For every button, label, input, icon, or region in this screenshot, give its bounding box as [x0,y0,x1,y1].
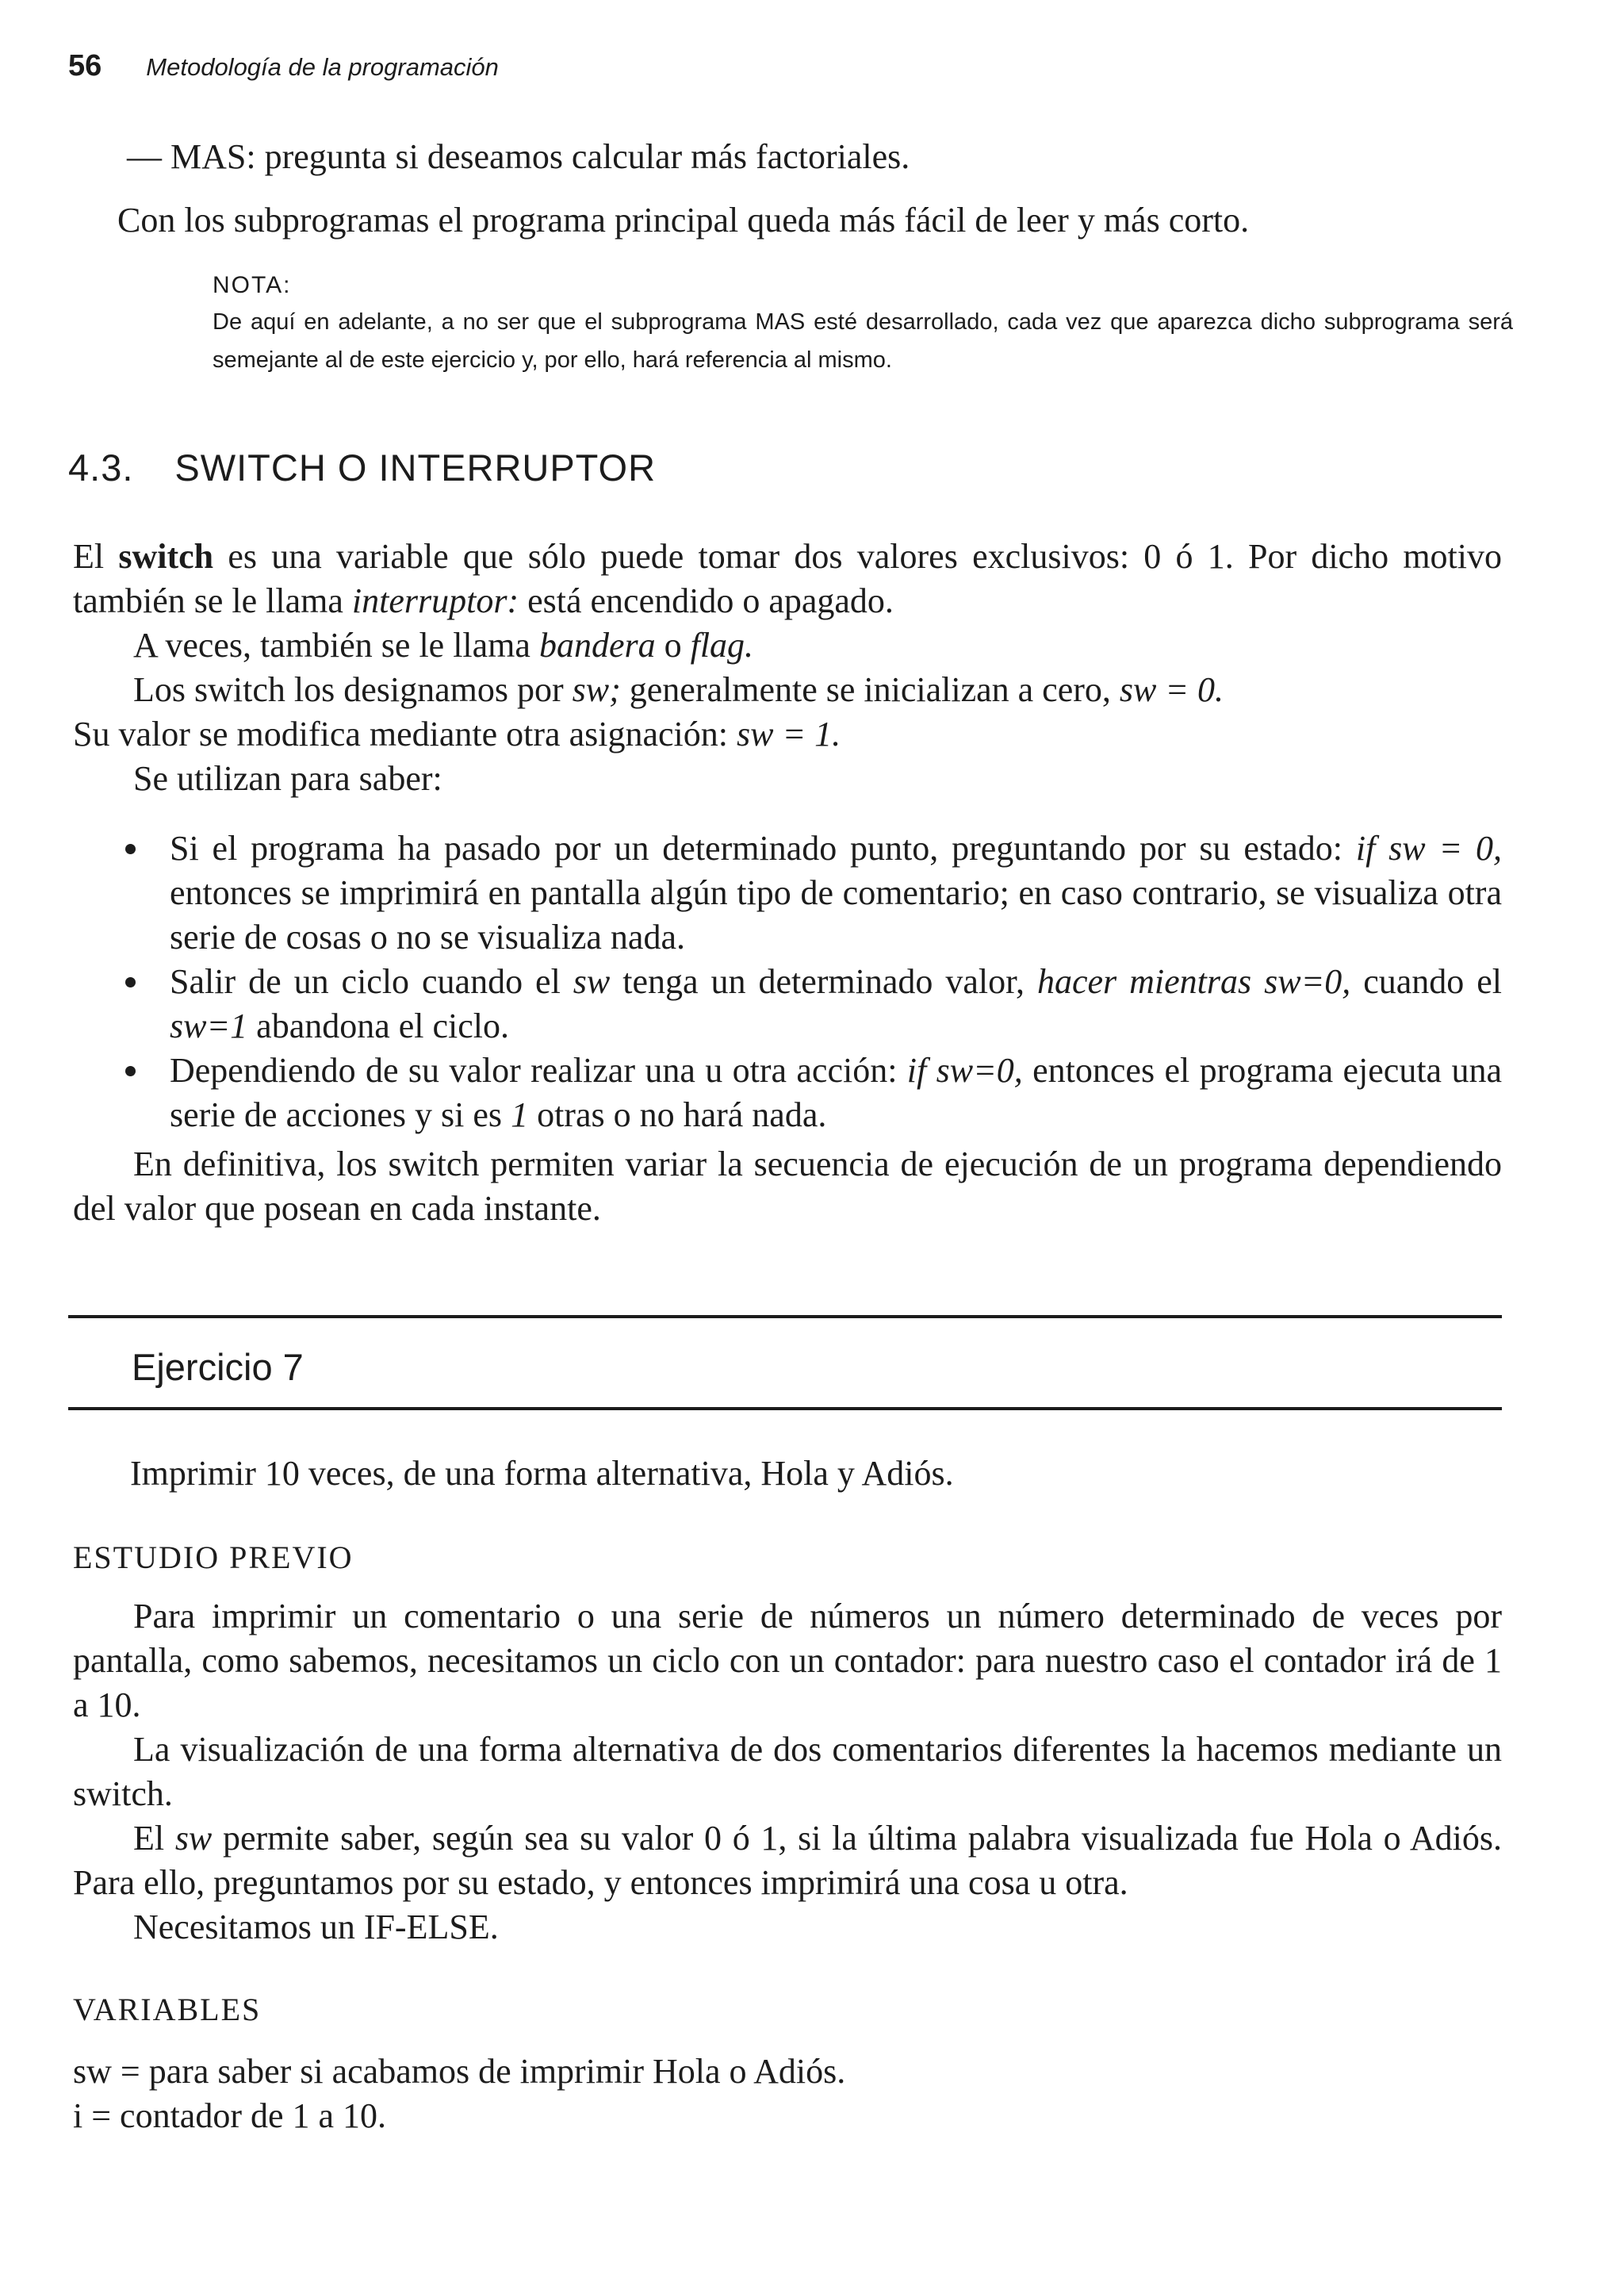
text-run: tenga un determinado valor, [610,962,1037,1001]
paragraph-switch-definition [73,535,1502,623]
note-box [213,268,1513,379]
variable-i: i = contador de 1 a 10. [73,2096,387,2135]
text-run: es una variable que sólo puede tomar dos valores exclusivos: 0 ó 1. Por dicho motivo también se le llama [73,537,1502,620]
text-run: Salir de un ciclo cuando el [170,962,573,1001]
rule-top [68,1315,1502,1318]
exercise-statement: Imprimir 10 veces, de una forma alternativa, Hola y Adiós. [130,1454,954,1493]
code-sw-1: sw = 1. [736,715,841,753]
exercise-title: Ejercicio 7 [132,1346,304,1388]
note-label: NOTA: [213,272,292,298]
text-run: A veces, también se le llama [133,626,539,665]
code-if-sw: if sw = 0, [1355,829,1502,868]
text-run: entonces se imprimirá en pantalla algún tipo de comentario; en caso contrario, se visualiza otra serie de cosas o no se visualiza nada. [170,873,1502,957]
term-bandera: bandera [538,626,656,665]
text-run: Si el programa ha pasado por un determinado punto, preguntando por su estado: [170,829,1356,868]
code-sw-1: sw=1 [170,1007,248,1045]
text-run: Dependiendo de su valor realizar una u otra acción: [170,1051,907,1090]
list-item [73,960,1502,1049]
text-run: entonces el programa ejecuta una serie de acciones y si es [170,1051,1502,1134]
code-hacer-mientras: hacer mientras sw=0, [1036,962,1351,1001]
estudio-body [73,1594,1502,1950]
term-flag: flag. [690,626,754,665]
running-title: Metodología de la programación [146,53,499,81]
estudio-heading: ESTUDIO PREVIO [73,1540,354,1575]
text-run: abandona el ciclo. [247,1007,510,1045]
conclusion-paragraph: En definitiva, los switch permiten variar la secuencia de ejecución de un programa dependiendo del valor que posean en cada instante. [73,1145,1502,1228]
paragraph-designamos [73,668,1502,712]
text-run: o [655,626,691,665]
section-heading [68,446,656,489]
code-sw-0: sw = 0. [1119,670,1224,709]
switch-definition [73,535,1502,801]
list-item [73,826,1502,960]
section-number: 4.3. [68,447,134,489]
text-run: está encendido o apagado. [519,581,894,620]
section-title: SWITCH O INTERRUPTOR [174,447,657,489]
text-run: El [133,1819,175,1858]
text-run: Los switch los designamos por [133,670,573,709]
estudio-paragraph-4: Necesitamos un IF-ELSE. [133,1908,499,1946]
code-if-sw: if sw=0, [906,1051,1023,1090]
variables-heading: VARIABLES [73,1992,262,2027]
estudio-paragraph-3 [73,1816,1502,1905]
text-run: permite saber, según sea su valor 0 ó 1, si la última palabra visualizada fue Hola o Adiós. Para ello, preguntamos por su estado, y entonces imprimirá una cosa u otra. [73,1819,1502,1902]
note-text: De aquí en adelante, a no ser que el subprograma MAS esté desarrollado, cada vez que aparezca dicho subprograma será semejante al de este ejercicio y, por ello, hará referencia al mismo. [213,309,1513,373]
estudio-paragraph-1: Para imprimir un comentario o una serie de números un número determinado de veces por pantalla, como sabemos, necesitamos un ciclo con un contador: para nuestro caso el contador irá de 1 a 10. [73,1597,1502,1724]
paragraph-saber: Se utilizan para saber: [133,759,442,798]
list-item [73,1049,1502,1137]
variable-sw: sw = para saber si acabamos de imprimir Hola o Adiós. [73,2052,846,2091]
text-run: El [73,537,119,576]
page-header [68,49,499,83]
code-1: 1 [511,1095,529,1134]
intro-subprogram-line: Con los subprogramas el programa principal queda más fácil de leer y más corto. [117,201,1250,240]
rule-bottom [68,1407,1502,1410]
text-run: generalmente se inicializan a cero, [620,670,1120,709]
intro-mas-line: — MAS: pregunta si deseamos calcular más factoriales. [127,137,910,176]
term-sw: sw [174,1819,213,1858]
code-sw: sw [573,962,611,1001]
paragraph-asignacion [73,712,1502,757]
estudio-paragraph-2: La visualización de una forma alternativa de dos comentarios diferentes la hacemos mediante un switch. [73,1730,1502,1813]
term-interruptor: interruptor: [351,581,519,620]
term-sw: sw; [572,670,621,709]
term-switch: switch [118,537,214,576]
page-number: 56 [68,49,102,82]
text-run: cuando el [1350,962,1503,1001]
text-run: otras o no hará nada. [528,1095,827,1134]
paragraph-bandera [73,623,1502,668]
uses-list [73,826,1502,1137]
text-run: Su valor se modifica mediante otra asignación: [73,715,737,753]
